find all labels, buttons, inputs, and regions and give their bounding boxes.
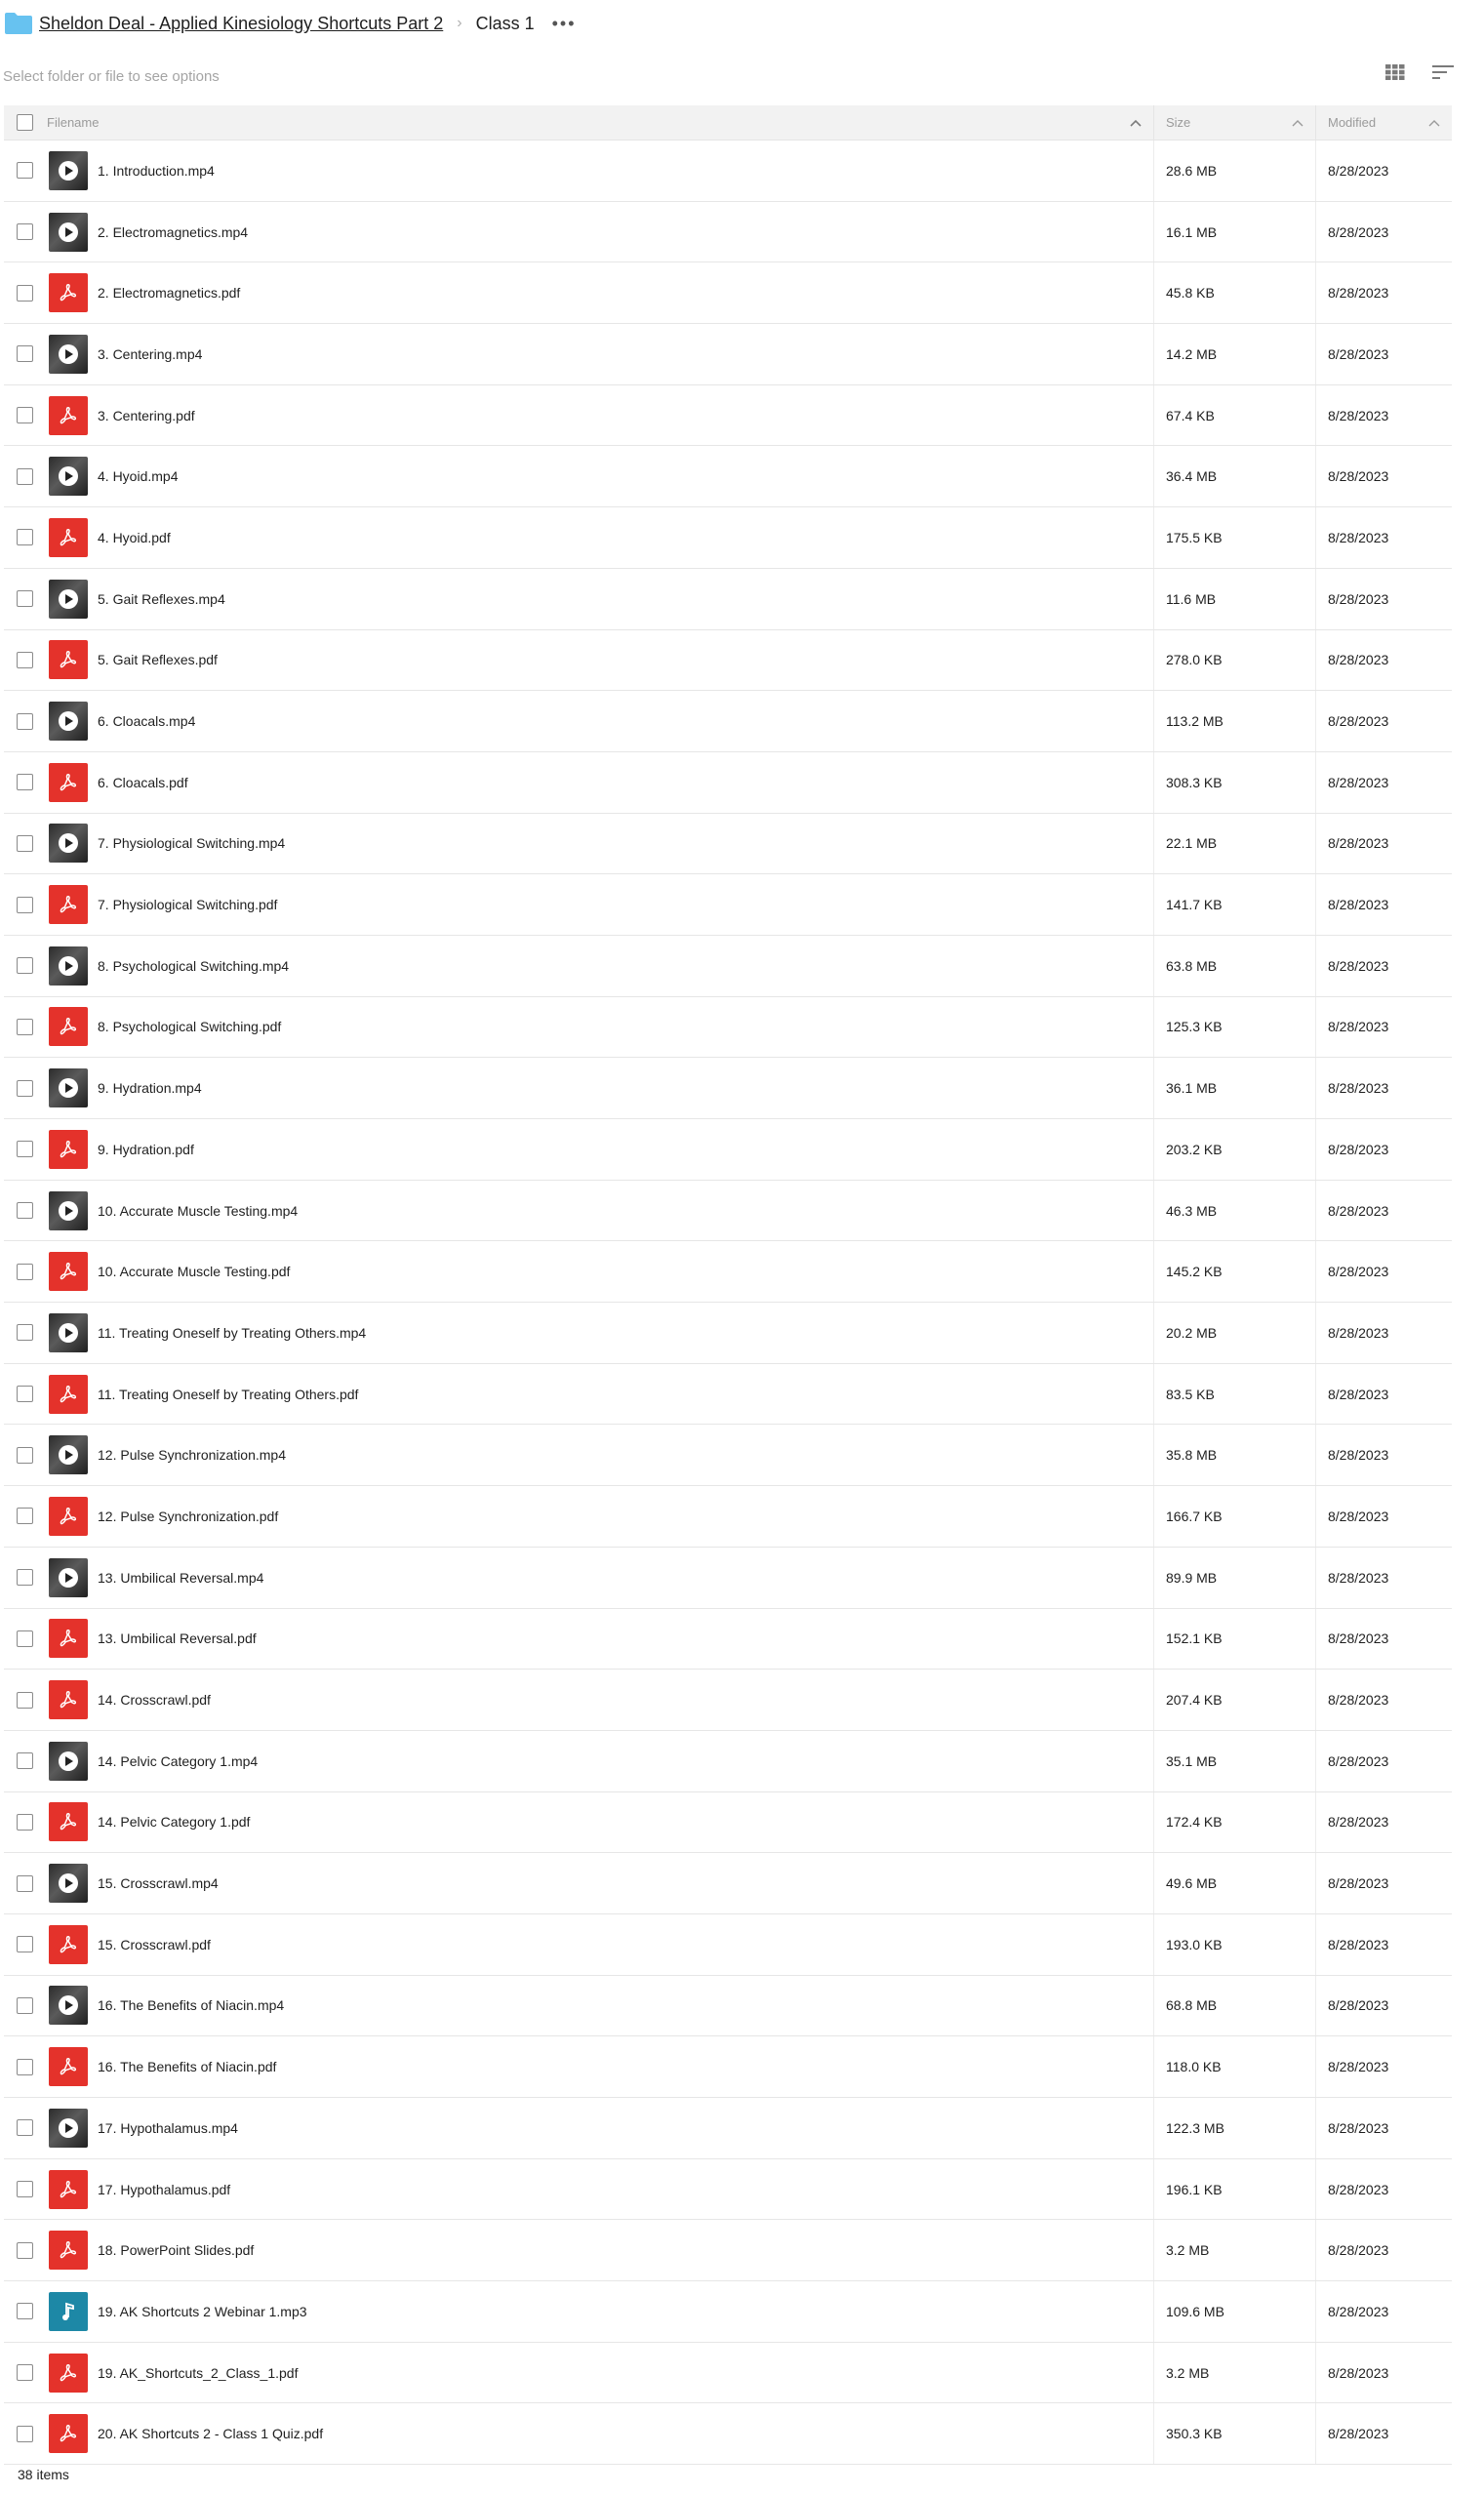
- file-modified-date: 8/28/2023: [1328, 1875, 1389, 1892]
- file-modified-date: 8/28/2023: [1328, 897, 1389, 913]
- pdf-icon[interactable]: [49, 1619, 88, 1658]
- table-row[interactable]: [4, 2098, 1452, 2159]
- file-size: 203.2 KB: [1166, 1141, 1223, 1157]
- file-size: 172.4 KB: [1166, 1814, 1223, 1831]
- row-checkbox[interactable]: [17, 1447, 33, 1464]
- row-checkbox[interactable]: [17, 713, 33, 730]
- row-checkbox[interactable]: [17, 590, 33, 607]
- table-row[interactable]: [4, 1670, 1452, 1731]
- pdf-icon[interactable]: [49, 1925, 88, 1964]
- pdf-icon[interactable]: [49, 2354, 88, 2393]
- file-name[interactable]: 9. Hydration.mp4: [98, 1080, 202, 1097]
- file-modified-date: 8/28/2023: [1328, 713, 1389, 730]
- file-name[interactable]: 12. Pulse Synchronization.mp4: [98, 1447, 286, 1464]
- breadcrumb-parent-link[interactable]: Sheldon Deal - Applied Kinesiology Shortcuts Part 2: [39, 13, 444, 33]
- pdf-icon[interactable]: [49, 2414, 88, 2453]
- row-checkbox[interactable]: [17, 1202, 33, 1219]
- table-row[interactable]: [4, 1303, 1452, 1364]
- file-size: 118.0 KB: [1166, 2059, 1222, 2075]
- table-row[interactable]: [4, 202, 1452, 263]
- file-modified-date: 8/28/2023: [1328, 1997, 1389, 2014]
- table-row[interactable]: [4, 1425, 1452, 1486]
- sort-asc-icon[interactable]: [1292, 115, 1304, 130]
- pdf-icon[interactable]: [49, 1802, 88, 1841]
- file-size: 125.3 KB: [1166, 1019, 1223, 1035]
- file-name[interactable]: 14. Crosscrawl.pdf: [98, 1692, 211, 1709]
- table-row[interactable]: [4, 2343, 1452, 2404]
- file-modified-date: 8/28/2023: [1328, 1202, 1389, 1219]
- file-name[interactable]: 15. Crosscrawl.mp4: [98, 1875, 219, 1892]
- table-row[interactable]: [4, 814, 1452, 875]
- file-size: 3.2 MB: [1166, 2364, 1210, 2381]
- row-checkbox[interactable]: [17, 835, 33, 852]
- file-name[interactable]: 12. Pulse Synchronization.pdf: [98, 1508, 279, 1524]
- table-row[interactable]: [4, 2281, 1452, 2343]
- file-name[interactable]: 19. AK_Shortcuts_2_Class_1.pdf: [98, 2364, 299, 2381]
- file-name[interactable]: 10. Accurate Muscle Testing.pdf: [98, 1264, 291, 1280]
- table-row[interactable]: [4, 1364, 1452, 1426]
- row-checkbox[interactable]: [17, 1386, 33, 1402]
- table-body: [4, 141, 1452, 2465]
- file-modified-date: 8/28/2023: [1328, 1630, 1389, 1647]
- file-size: 278.0 KB: [1166, 652, 1223, 668]
- file-name[interactable]: 2. Electromagnetics.mp4: [98, 223, 249, 240]
- pdf-icon[interactable]: [49, 396, 88, 435]
- file-size: 45.8 KB: [1166, 285, 1215, 302]
- file-table: [4, 105, 1452, 2465]
- file-name[interactable]: 20. AK Shortcuts 2 - Class 1 Quiz.pdf: [98, 2426, 324, 2442]
- file-modified-date: 8/28/2023: [1328, 223, 1389, 240]
- video-thumbnail-icon[interactable]: [49, 1558, 88, 1597]
- file-name[interactable]: 13. Umbilical Reversal.mp4: [98, 1569, 264, 1586]
- file-modified-date: 8/28/2023: [1328, 2242, 1389, 2259]
- file-name[interactable]: 10. Accurate Muscle Testing.mp4: [98, 1202, 299, 1219]
- file-modified-date: 8/28/2023: [1328, 1324, 1389, 1341]
- file-modified-date: 8/28/2023: [1328, 1019, 1389, 1035]
- row-checkbox[interactable]: [17, 223, 33, 240]
- row-checkbox[interactable]: [17, 1324, 33, 1341]
- table-row[interactable]: [4, 1548, 1452, 1609]
- file-name[interactable]: 14. Pelvic Category 1.pdf: [98, 1814, 251, 1831]
- file-name[interactable]: 9. Hydration.pdf: [98, 1141, 194, 1157]
- file-size: 36.1 MB: [1166, 1080, 1218, 1097]
- video-thumbnail-icon[interactable]: [49, 1068, 88, 1107]
- row-checkbox[interactable]: [17, 285, 33, 302]
- file-size: 36.4 MB: [1166, 468, 1218, 485]
- pdf-icon[interactable]: [49, 640, 88, 679]
- video-thumbnail-icon[interactable]: [49, 1864, 88, 1903]
- row-checkbox[interactable]: [17, 529, 33, 545]
- file-modified-date: 8/28/2023: [1328, 2181, 1389, 2197]
- file-name[interactable]: 16. The Benefits of Niacin.mp4: [98, 1997, 285, 2014]
- row-checkbox[interactable]: [17, 774, 33, 790]
- row-checkbox[interactable]: [17, 2059, 33, 2075]
- file-size: 152.1 KB: [1166, 1630, 1223, 1647]
- table-row[interactable]: [4, 874, 1452, 936]
- row-checkbox[interactable]: [17, 1814, 33, 1831]
- row-checkbox[interactable]: [17, 1997, 33, 2014]
- column-header-size[interactable]: Size: [1166, 115, 1191, 130]
- file-name[interactable]: 14. Pelvic Category 1.mp4: [98, 1752, 259, 1769]
- row-checkbox[interactable]: [17, 2303, 33, 2319]
- table-row[interactable]: [4, 385, 1452, 447]
- table-row[interactable]: [4, 1241, 1452, 1303]
- file-modified-date: 8/28/2023: [1328, 1814, 1389, 1831]
- more-options-button[interactable]: •••: [551, 14, 577, 33]
- row-checkbox[interactable]: [17, 345, 33, 362]
- video-thumbnail-icon[interactable]: [49, 1742, 88, 1781]
- table-row[interactable]: [4, 141, 1452, 202]
- file-name[interactable]: 19. AK Shortcuts 2 Webinar 1.mp3: [98, 2303, 307, 2319]
- table-header: [4, 105, 1452, 141]
- options-bar: [0, 60, 1454, 92]
- pdf-icon[interactable]: [49, 1130, 88, 1169]
- table-row[interactable]: [4, 1731, 1452, 1792]
- row-checkbox[interactable]: [17, 2119, 33, 2136]
- video-thumbnail-icon[interactable]: [49, 1313, 88, 1352]
- table-row[interactable]: [4, 936, 1452, 997]
- file-size: 68.8 MB: [1166, 1997, 1218, 2014]
- file-size: 89.9 MB: [1166, 1569, 1218, 1586]
- file-size: 207.4 KB: [1166, 1692, 1223, 1709]
- file-name[interactable]: 5. Gait Reflexes.mp4: [98, 590, 225, 607]
- pdf-icon[interactable]: [49, 1007, 88, 1046]
- row-checkbox[interactable]: [17, 1569, 33, 1586]
- file-name[interactable]: 15. Crosscrawl.pdf: [98, 1936, 211, 1952]
- file-modified-date: 8/28/2023: [1328, 1141, 1389, 1157]
- row-checkbox[interactable]: [17, 1875, 33, 1892]
- row-checkbox[interactable]: [17, 2426, 33, 2442]
- file-name[interactable]: 4. Hyoid.mp4: [98, 468, 179, 485]
- table-row[interactable]: [4, 2403, 1452, 2465]
- table-row[interactable]: [4, 1058, 1452, 1119]
- file-modified-date: 8/28/2023: [1328, 1386, 1389, 1402]
- table-row[interactable]: [4, 2159, 1452, 2221]
- file-size: 141.7 KB: [1166, 897, 1223, 913]
- row-checkbox[interactable]: [17, 407, 33, 423]
- breadcrumb-current: Class 1: [475, 13, 535, 33]
- row-checkbox[interactable]: [17, 1141, 33, 1157]
- file-size: 35.8 MB: [1166, 1447, 1218, 1464]
- file-modified-date: 8/28/2023: [1328, 774, 1389, 790]
- selection-hint: Select folder or file to see options: [3, 67, 220, 85]
- video-thumbnail-icon[interactable]: [49, 580, 88, 619]
- video-thumbnail-icon[interactable]: [49, 1986, 88, 2025]
- row-checkbox[interactable]: [17, 957, 33, 974]
- file-modified-date: 8/28/2023: [1328, 468, 1389, 485]
- sort-lines-icon[interactable]: [1432, 64, 1454, 85]
- file-size: 83.5 KB: [1166, 1386, 1215, 1402]
- file-modified-date: 8/28/2023: [1328, 1508, 1389, 1524]
- file-size: 67.4 KB: [1166, 407, 1215, 423]
- file-name[interactable]: 17. Hypothalamus.pdf: [98, 2181, 231, 2197]
- file-modified-date: 8/28/2023: [1328, 835, 1389, 852]
- file-name[interactable]: 4. Hyoid.pdf: [98, 529, 171, 545]
- pdf-icon[interactable]: [49, 1497, 88, 1536]
- table-row[interactable]: [4, 262, 1452, 324]
- row-checkbox[interactable]: [17, 897, 33, 913]
- item-count: 38 items: [18, 2467, 69, 2482]
- row-checkbox[interactable]: [17, 162, 33, 179]
- file-name[interactable]: 16. The Benefits of Niacin.pdf: [98, 2059, 277, 2075]
- file-size: 196.1 KB: [1166, 2181, 1223, 2197]
- table-row[interactable]: [4, 2220, 1452, 2281]
- video-thumbnail-icon[interactable]: [49, 335, 88, 374]
- pdf-icon[interactable]: [49, 273, 88, 312]
- file-modified-date: 8/28/2023: [1328, 1447, 1389, 1464]
- pdf-icon[interactable]: [49, 2231, 88, 2270]
- file-modified-date: 8/28/2023: [1328, 285, 1389, 302]
- table-row[interactable]: [4, 1976, 1452, 2037]
- table-row[interactable]: [4, 997, 1452, 1059]
- file-name[interactable]: 7. Physiological Switching.pdf: [98, 897, 278, 913]
- file-size: 63.8 MB: [1166, 957, 1218, 974]
- file-modified-date: 8/28/2023: [1328, 345, 1389, 362]
- table-row[interactable]: [4, 446, 1452, 507]
- file-size: 22.1 MB: [1166, 835, 1218, 852]
- sort-asc-icon[interactable]: [1130, 115, 1142, 130]
- file-size: 193.0 KB: [1166, 1936, 1223, 1952]
- file-name[interactable]: 2. Electromagnetics.pdf: [98, 285, 241, 302]
- folder-icon: [4, 12, 33, 35]
- video-thumbnail-icon[interactable]: [49, 1191, 88, 1230]
- table-row[interactable]: [4, 569, 1452, 630]
- row-checkbox[interactable]: [17, 1936, 33, 1952]
- file-modified-date: 8/28/2023: [1328, 2303, 1389, 2319]
- file-name[interactable]: 3. Centering.pdf: [98, 407, 195, 423]
- table-row[interactable]: [4, 507, 1452, 569]
- table-row[interactable]: [4, 691, 1452, 752]
- file-modified-date: 8/28/2023: [1328, 529, 1389, 545]
- row-checkbox[interactable]: [17, 1264, 33, 1280]
- table-row[interactable]: [4, 1181, 1452, 1242]
- file-name[interactable]: 6. Cloacals.pdf: [98, 774, 188, 790]
- pdf-icon[interactable]: [49, 885, 88, 924]
- table-row[interactable]: [4, 1609, 1452, 1670]
- file-size: 16.1 MB: [1166, 223, 1218, 240]
- table-row[interactable]: [4, 1486, 1452, 1548]
- file-name[interactable]: 1. Introduction.mp4: [98, 162, 215, 179]
- file-name[interactable]: 6. Cloacals.mp4: [98, 713, 196, 730]
- file-modified-date: 8/28/2023: [1328, 1936, 1389, 1952]
- video-thumbnail-icon[interactable]: [49, 151, 88, 190]
- chevron-right-icon: ›: [457, 15, 462, 31]
- row-checkbox[interactable]: [17, 1692, 33, 1709]
- file-size: 145.2 KB: [1166, 1264, 1223, 1280]
- table-row[interactable]: [4, 1119, 1452, 1181]
- file-modified-date: 8/28/2023: [1328, 1752, 1389, 1769]
- file-size: 35.1 MB: [1166, 1752, 1218, 1769]
- file-size: 122.3 MB: [1166, 2119, 1224, 2136]
- sort-asc-icon[interactable]: [1428, 115, 1440, 130]
- row-checkbox[interactable]: [17, 468, 33, 485]
- column-header-filename[interactable]: Filename: [47, 115, 100, 130]
- table-row[interactable]: [4, 752, 1452, 814]
- file-size: 46.3 MB: [1166, 1202, 1218, 1219]
- file-modified-date: 8/28/2023: [1328, 590, 1389, 607]
- row-checkbox[interactable]: [17, 2364, 33, 2381]
- select-all-checkbox[interactable]: [17, 114, 33, 131]
- file-name[interactable]: 17. Hypothalamus.mp4: [98, 2119, 238, 2136]
- row-checkbox[interactable]: [17, 2242, 33, 2259]
- file-name[interactable]: 3. Centering.mp4: [98, 345, 203, 362]
- table-row[interactable]: [4, 2036, 1452, 2098]
- table-row[interactable]: [4, 1792, 1452, 1854]
- table-row[interactable]: [4, 1914, 1452, 1976]
- pdf-icon[interactable]: [49, 1680, 88, 1719]
- file-size: 109.6 MB: [1166, 2303, 1224, 2319]
- file-size: 113.2 MB: [1166, 713, 1223, 730]
- row-checkbox[interactable]: [17, 1080, 33, 1097]
- table-row[interactable]: [4, 324, 1452, 385]
- pdf-icon[interactable]: [49, 2170, 88, 2209]
- pdf-icon[interactable]: [49, 1375, 88, 1414]
- video-thumbnail-icon[interactable]: [49, 457, 88, 496]
- breadcrumb-bar: [0, 0, 1484, 47]
- table-row[interactable]: [4, 630, 1452, 692]
- file-name[interactable]: 11. Treating Oneself by Treating Others.mp4: [98, 1324, 367, 1341]
- row-checkbox[interactable]: [17, 1630, 33, 1647]
- file-modified-date: 8/28/2023: [1328, 957, 1389, 974]
- grid-view-icon[interactable]: [1385, 64, 1405, 85]
- file-modified-date: 8/28/2023: [1328, 1692, 1389, 1709]
- video-thumbnail-icon[interactable]: [49, 824, 88, 863]
- pdf-icon[interactable]: [49, 2047, 88, 2086]
- video-thumbnail-icon[interactable]: [49, 702, 88, 741]
- pdf-icon[interactable]: [49, 763, 88, 802]
- file-modified-date: 8/28/2023: [1328, 2059, 1389, 2075]
- file-size: 11.6 MB: [1166, 590, 1217, 607]
- file-modified-date: 8/28/2023: [1328, 1264, 1389, 1280]
- file-modified-date: 8/28/2023: [1328, 407, 1389, 423]
- file-name[interactable]: 7. Physiological Switching.mp4: [98, 835, 286, 852]
- file-size: 28.6 MB: [1166, 162, 1218, 179]
- file-size: 20.2 MB: [1166, 1324, 1218, 1341]
- table-row[interactable]: [4, 1853, 1452, 1914]
- file-size: 3.2 MB: [1166, 2242, 1210, 2259]
- file-size: 308.3 KB: [1166, 774, 1223, 790]
- column-header-modified[interactable]: Modified: [1328, 115, 1377, 130]
- file-name[interactable]: 18. PowerPoint Slides.pdf: [98, 2242, 255, 2259]
- file-modified-date: 8/28/2023: [1328, 2426, 1389, 2442]
- file-name[interactable]: 11. Treating Oneself by Treating Others.pdf: [98, 1386, 359, 1402]
- row-checkbox[interactable]: [17, 2181, 33, 2197]
- file-modified-date: 8/28/2023: [1328, 652, 1389, 668]
- row-checkbox[interactable]: [17, 1508, 33, 1524]
- file-size: 14.2 MB: [1166, 345, 1218, 362]
- file-size: 166.7 KB: [1166, 1508, 1223, 1524]
- music-note-icon[interactable]: [49, 2292, 88, 2331]
- pdf-icon[interactable]: [49, 518, 88, 557]
- file-modified-date: 8/28/2023: [1328, 2119, 1389, 2136]
- file-modified-date: 8/28/2023: [1328, 162, 1389, 179]
- file-modified-date: 8/28/2023: [1328, 2364, 1389, 2381]
- row-checkbox[interactable]: [17, 1019, 33, 1035]
- file-modified-date: 8/28/2023: [1328, 1080, 1389, 1097]
- file-name[interactable]: 8. Psychological Switching.pdf: [98, 1019, 282, 1035]
- row-checkbox[interactable]: [17, 1752, 33, 1769]
- video-thumbnail-icon[interactable]: [49, 213, 88, 252]
- file-size: 175.5 KB: [1166, 529, 1223, 545]
- file-name[interactable]: 13. Umbilical Reversal.pdf: [98, 1630, 257, 1647]
- file-size: 49.6 MB: [1166, 1875, 1218, 1892]
- row-checkbox[interactable]: [17, 652, 33, 668]
- pdf-icon[interactable]: [49, 1252, 88, 1291]
- video-thumbnail-icon[interactable]: [49, 946, 88, 986]
- file-size: 350.3 KB: [1166, 2426, 1223, 2442]
- video-thumbnail-icon[interactable]: [49, 2109, 88, 2148]
- file-name[interactable]: 8. Psychological Switching.mp4: [98, 957, 290, 974]
- file-name[interactable]: 5. Gait Reflexes.pdf: [98, 652, 218, 668]
- video-thumbnail-icon[interactable]: [49, 1435, 88, 1474]
- file-modified-date: 8/28/2023: [1328, 1569, 1389, 1586]
